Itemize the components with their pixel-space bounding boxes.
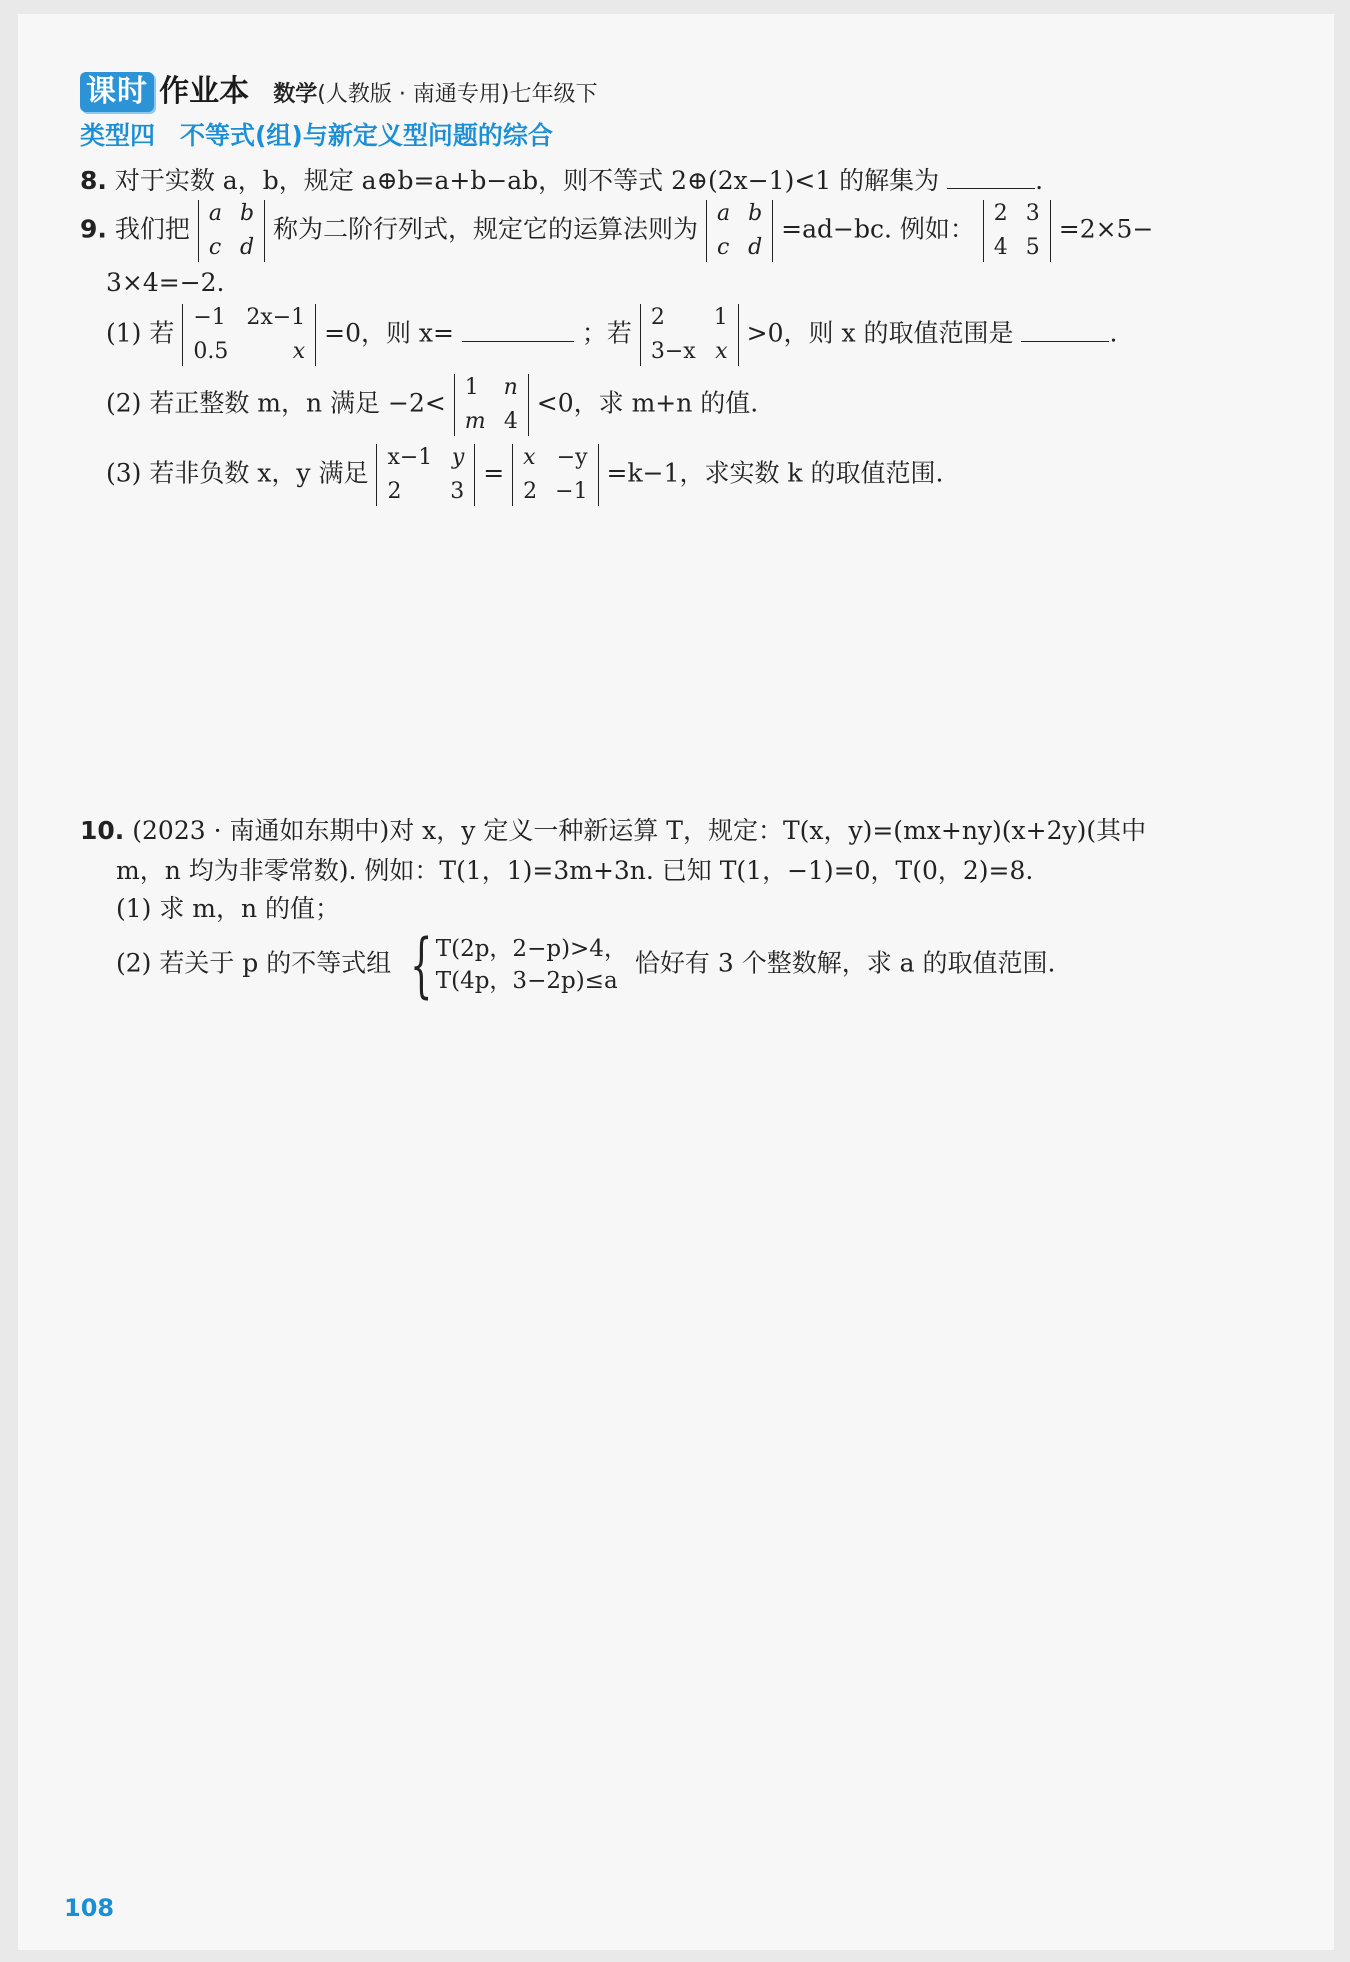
- question-text: >0，则 x 的取值范围是: [746, 318, 1014, 348]
- determinant: 2 3 4 5: [983, 200, 1051, 262]
- question-text: (2023 · 南通如东期中)对 x，y 定义一种新运算 T，规定：T(x，y)=(mx+ny)(x+2y)(其中: [132, 816, 1147, 845]
- part-label: (2) 若正整数 m，n 满足 −2<: [106, 388, 446, 418]
- answer-blank[interactable]: [1021, 319, 1109, 342]
- determinant: a b c d: [706, 200, 773, 262]
- question-9-part-2: [106, 374, 758, 436]
- question-number: 9.: [80, 214, 107, 244]
- question-text: 恰好有 3 个整数解，求 a 的取值范围.: [634, 948, 1056, 978]
- answer-blank[interactable]: [462, 319, 574, 342]
- inequality: T(2p，2−p)>4，: [435, 936, 627, 962]
- part-label: (2) 若关于 p 的不等式组: [116, 948, 392, 978]
- question-10-part-2: [116, 924, 1056, 1006]
- question-text: =ad−bc. 例如：: [781, 214, 975, 244]
- determinant: a b c d: [198, 200, 265, 262]
- determinant: 2 1 3−x x: [640, 304, 739, 366]
- question-text: ；若: [581, 318, 632, 348]
- question-9-part-1: [106, 304, 1117, 366]
- book-subtitle: 数学(人教版 · 南通专用)七年级下: [273, 82, 598, 107]
- equals-sign: =: [483, 458, 505, 488]
- part-label: (1) 若: [106, 318, 175, 348]
- section-title: 类型四 不等式(组)与新定义型问题的综合: [80, 121, 553, 150]
- question-text: <0，求 m+n 的值.: [536, 388, 759, 418]
- question-text: =k−1，求实数 k 的取值范围.: [606, 458, 944, 488]
- answer-blank[interactable]: [947, 166, 1035, 189]
- question-10-line-2: m，n 均为非零常数). 例如：T(1，1)=3m+3n. 已知 T(1，−1)=0，T(0，2)=8.: [116, 856, 1034, 885]
- left-brace: {: [410, 924, 433, 1006]
- inequality-system: [399, 924, 627, 1006]
- question-text: =0，则 x=: [324, 318, 454, 348]
- question-text-end: .: [1035, 166, 1044, 195]
- question-9-continued: 3×4=−2.: [106, 268, 225, 297]
- book-logo: 课时: [80, 72, 154, 112]
- question-number: 8.: [80, 166, 107, 195]
- determinant: −1 2x−1 0.5 x: [182, 304, 316, 366]
- book-title: 作业本: [159, 74, 250, 109]
- question-8: [80, 164, 1043, 198]
- determinant: x−1 y 2 3: [376, 444, 475, 506]
- question-text: 称为二阶行列式，规定它的运算法则为: [273, 214, 699, 244]
- question-10-part-1: (1) 求 m，n 的值；: [116, 894, 341, 923]
- determinant: x −y 2 −1: [512, 444, 598, 506]
- question-text: 对于实数 a，b，规定 a⊕b=a+b−ab，则不等式 2⊕(2x−1)<1 的解集为: [114, 166, 940, 195]
- question-number: 10.: [80, 816, 125, 845]
- question-text-end: .: [1109, 318, 1118, 348]
- part-label: (3) 若非负数 x，y 满足: [106, 458, 369, 488]
- book-header: [80, 66, 597, 112]
- question-text: 我们把: [114, 214, 190, 244]
- workbook-page: [18, 14, 1334, 1950]
- question-10: [80, 814, 1146, 848]
- inequality: T(4p，3−2p)≤a: [435, 968, 618, 994]
- question-9-part-3: [106, 444, 943, 506]
- determinant: 1 n m 4: [454, 374, 529, 436]
- page-number: 108: [64, 1894, 115, 1922]
- question-text: =2×5−: [1058, 214, 1154, 244]
- question-9: [80, 200, 1153, 262]
